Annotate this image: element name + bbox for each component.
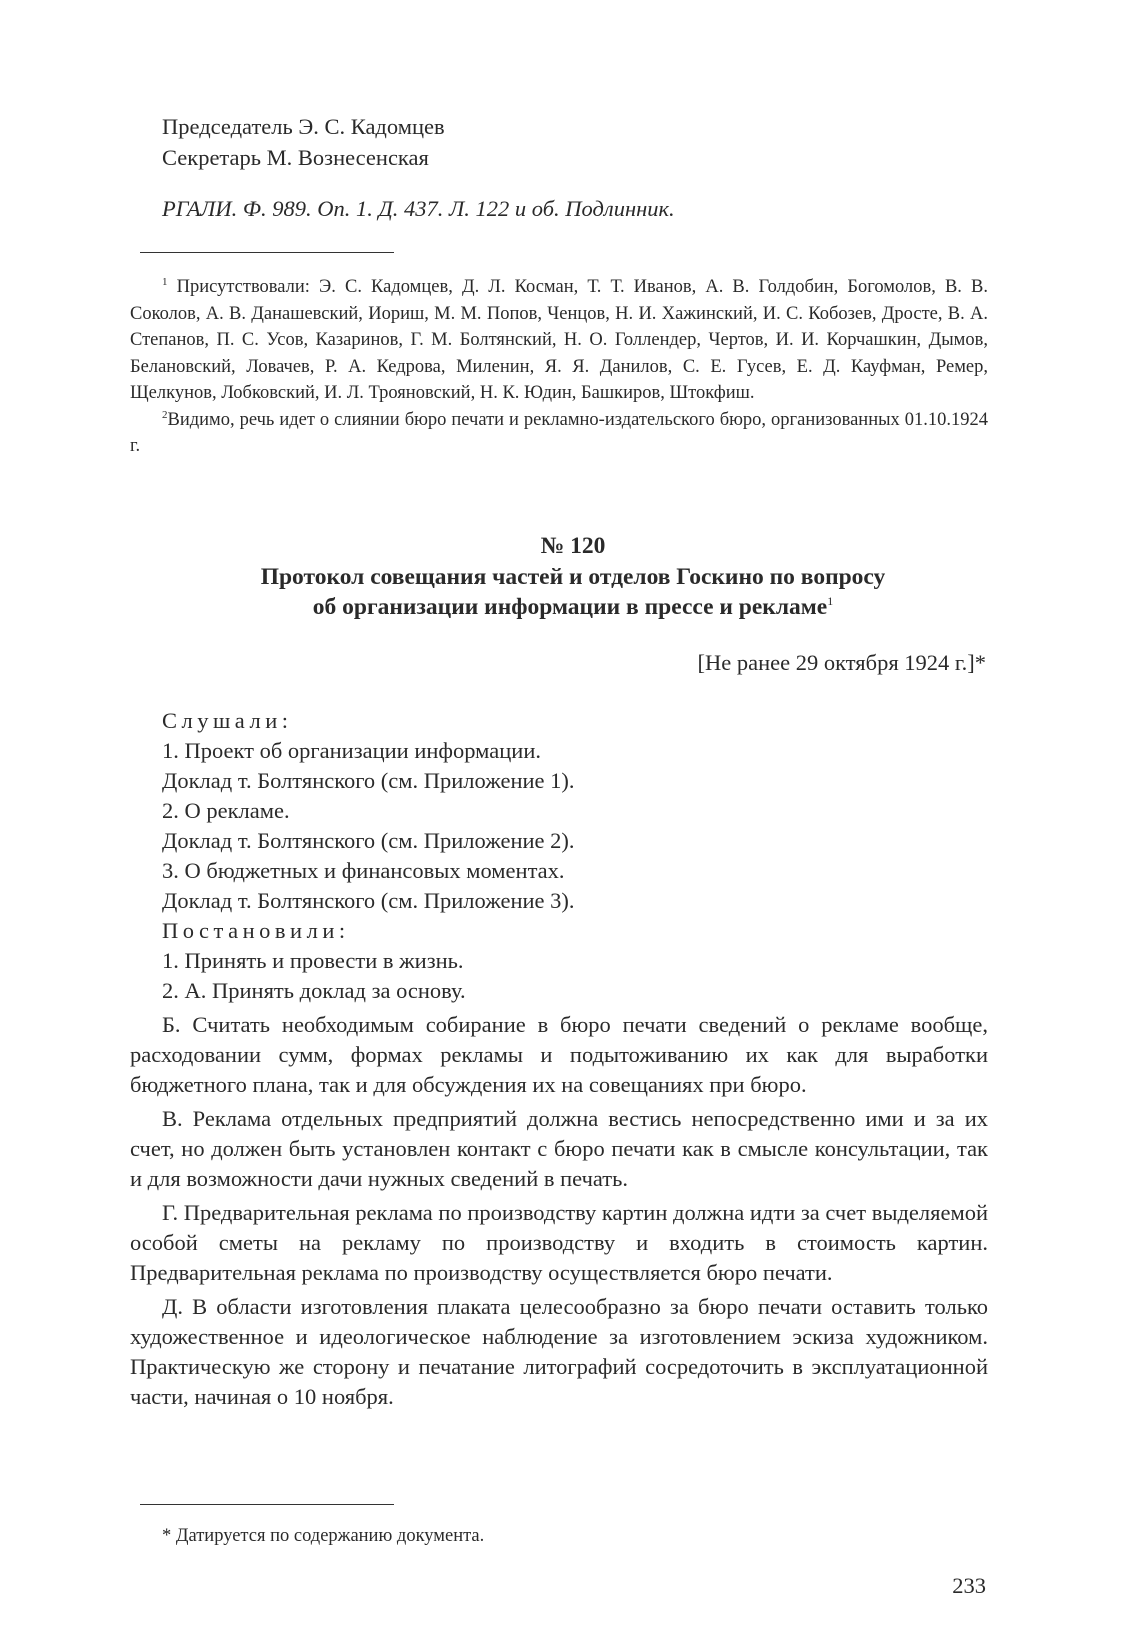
document-heading — [130, 531, 1016, 623]
date-footnote: * Датируется по содержанию документа. — [162, 1526, 485, 1546]
footnote-separator — [140, 252, 394, 253]
resolved-item: 2. А. Принять доклад за основу. — [162, 978, 466, 1003]
title-text: об организации информации в прессе и рекламе — [312, 594, 828, 620]
document-title-line-2 — [130, 592, 1016, 623]
previous-document-footnotes — [130, 274, 988, 460]
footnote-mark: 2 — [162, 408, 168, 421]
footnote-text: Видимо, речь идет о слиянии бюро печати и рекламно-издательского бюро, организованных 01.10.1924 г. — [130, 409, 988, 456]
resolution-paragraph: Б. Считать необходимым собирание в бюро печати сведений о рекламе вообще, расходовании сумм, формах рекламы и подытоживанию их как для выработки бюджетного плана, так и для обсуждения их на совещаниях при бюро. — [130, 1012, 988, 1097]
resolved-item: 1. Принять и провести в жизнь. — [162, 948, 464, 973]
document-number: № 120 — [540, 533, 606, 559]
heard-item: 3. О бюджетных и финансовых моментах. — [162, 858, 565, 883]
title-footnote-mark: 1 — [827, 594, 834, 608]
footnote-2 — [130, 407, 988, 460]
heard-item: 2. О рекламе. — [162, 798, 290, 823]
page-number: 233 — [952, 1573, 986, 1598]
signatures-block — [162, 111, 988, 173]
footnote-1 — [130, 274, 988, 407]
heard-item: Доклад т. Болтянского (см. Приложение 2). — [162, 828, 575, 853]
document-title-line-1: Протокол совещания частей и отделов Госкино по вопросу — [260, 563, 886, 590]
resolution-paragraph: Г. Предварительная реклама по производству картин должна идти за счет выделяемой особой сметы на рекламу по производству и входить в стоимость картин. Предварительная реклама по производству осуществляется бюро печати. — [130, 1200, 988, 1285]
heard-item: Доклад т. Болтянского (см. Приложение 1). — [162, 768, 575, 793]
secretary-signature: Секретарь М. Вознесенская — [162, 145, 429, 170]
footnote-separator — [140, 1504, 394, 1505]
document-date: [Не ранее 29 октября 1924 г.]* — [697, 650, 986, 675]
archival-source-reference: РГАЛИ. Ф. 989. Оп. 1. Д. 437. Л. 122 и об. Подлинник. — [162, 196, 675, 221]
footnote-mark: 1 — [162, 276, 168, 288]
heard-item: 1. Проект об организации информации. — [162, 738, 541, 763]
resolution-paragraph: Д. В области изготовления плаката целесообразно за бюро печати оставить только художественное и идеологическое наблюдение за изготовлением эскиза художником. Практическую же сторону и печатание литографий сосредоточить в эксплуатационной части, начиная о 10 ноября. — [130, 1294, 988, 1409]
chairman-signature: Председатель Э. С. Кадомцев — [162, 114, 445, 139]
heard-label: Слушали: — [162, 708, 293, 733]
resolution-paragraph: В. Реклама отдельных предприятий должна вестись непосредственно ими и за их счет, но должен быть установлен контакт с бюро печати как в смысле консультации, так и для возможности дачи нужных сведений в печать. — [130, 1106, 988, 1191]
footnote-text: Присутствовали: Э. С. Кадомцев, Д. Л. Косман, Т. Т. Иванов, А. В. Голдобин, Богомолов, В. В. Соколов, А. В. Данашевский, Иориш, М. М. Попов, Ченцов, Н. И. Хажинский, И. С. Кобозев, Дросте, В. А. Степанов, П. С. Усов, Казаринов, Г. М. Болтянский, Н. О. Голлендер, Чертов, И. И. Корчашкин, Дымов, Белановский, Ловачев, Р. А. Кедрова, Миленин, Я. Я. Данилов, С. Е. Гусев, Е. Д. Кауфман, Ремер, Щелкунов, Лобковский, И. Л. Трояновский, Н. К. Юдин, Башкиров, Штокфиш. — [130, 277, 988, 403]
heard-item: Доклад т. Болтянского (см. Приложение 3). — [162, 888, 575, 913]
resolved-label: Постановили: — [162, 918, 350, 943]
document-body — [130, 706, 988, 1412]
